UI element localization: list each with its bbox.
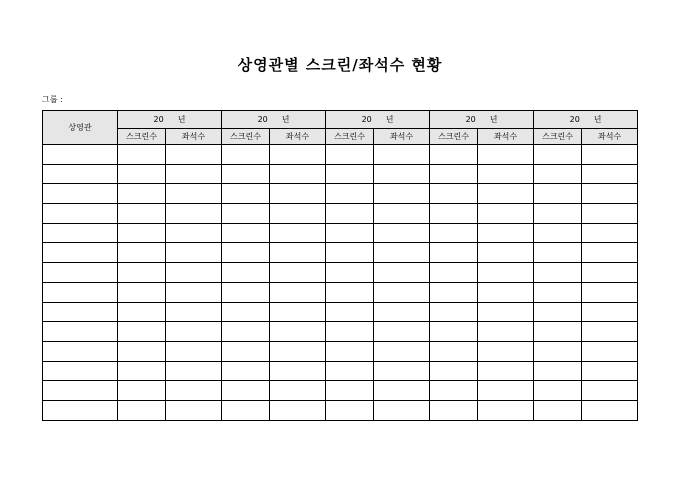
table-cell [326,204,374,224]
table-cell [326,282,374,302]
table-cell [430,145,478,165]
table-cell [43,243,118,263]
table-cell [582,243,638,263]
table-cell [430,204,478,224]
table-cell [118,184,166,204]
table-cell [374,204,430,224]
table-cell [166,243,222,263]
table-cell [43,381,118,401]
table-cell [270,243,326,263]
table-cell [118,204,166,224]
table-cell [478,223,534,243]
table-cell [118,361,166,381]
table-cell [534,322,582,342]
year-header: 20 년 [534,111,638,129]
table-cell [326,302,374,322]
table-row [43,361,638,381]
table-row [43,282,638,302]
table-row [43,145,638,165]
screens-header: 스크린수 [222,129,270,145]
table-cell [222,361,270,381]
table-cell [478,341,534,361]
table-cell [270,322,326,342]
table-row [43,302,638,322]
table-cell [430,243,478,263]
table-cell [222,164,270,184]
table-cell [166,204,222,224]
table-row [43,322,638,342]
table-cell [43,400,118,420]
seats-header: 좌석수 [478,129,534,145]
table-row [43,381,638,401]
table-cell [43,184,118,204]
table-cell [478,164,534,184]
table-cell [430,400,478,420]
table-cell [374,243,430,263]
screens-header: 스크린수 [326,129,374,145]
table-cell [270,164,326,184]
table-row [43,204,638,224]
table-cell [118,341,166,361]
table-cell [166,145,222,165]
table-cell [118,263,166,283]
table-cell [374,381,430,401]
table-cell [430,223,478,243]
table-cell [582,381,638,401]
table-row [43,243,638,263]
table-cell [478,184,534,204]
table-cell [430,381,478,401]
table-cell [534,223,582,243]
table-cell [166,223,222,243]
table-cell [326,145,374,165]
table-cell [430,341,478,361]
table-cell [478,302,534,322]
table-cell [270,263,326,283]
table-cell [582,164,638,184]
table-cell [478,145,534,165]
table-row [43,164,638,184]
table-cell [270,400,326,420]
seats-header: 좌석수 [374,129,430,145]
table-cell [582,400,638,420]
table-cell [430,184,478,204]
table-cell [534,302,582,322]
table-cell [582,145,638,165]
table-row [43,400,638,420]
table-cell [222,381,270,401]
table-cell [270,184,326,204]
table-cell [534,400,582,420]
year-header: 20 년 [326,111,430,129]
table-cell [222,341,270,361]
table-cell [582,302,638,322]
table-cell [582,322,638,342]
table-cell [43,322,118,342]
table-cell [534,381,582,401]
table-cell [166,341,222,361]
screens-header: 스크린수 [118,129,166,145]
table-cell [222,400,270,420]
table-cell [582,184,638,204]
table-cell [582,263,638,283]
table-row [43,263,638,283]
screens-header: 스크린수 [430,129,478,145]
table-cell [43,341,118,361]
table-cell [374,145,430,165]
table-cell [222,223,270,243]
group-label: 그룹 : [42,95,63,104]
table-cell [534,243,582,263]
table-cell [582,223,638,243]
table-cell [118,302,166,322]
table-row [43,223,638,243]
table-cell [582,361,638,381]
table-cell [478,263,534,283]
table-cell [582,282,638,302]
table-cell [582,341,638,361]
table-cell [534,164,582,184]
table-cell [43,302,118,322]
table-cell [166,184,222,204]
table-cell [430,302,478,322]
table-cell [326,184,374,204]
table-cell [430,322,478,342]
table-cell [478,282,534,302]
table-cell [118,381,166,401]
table-cell [43,282,118,302]
table-cell [43,204,118,224]
seats-header: 좌석수 [582,129,638,145]
table-cell [326,263,374,283]
table-cell [43,361,118,381]
table-cell [326,164,374,184]
table-cell [534,282,582,302]
table-cell [166,263,222,283]
table-cell [43,223,118,243]
table-cell [270,341,326,361]
table-body [43,145,638,421]
year-header: 20 년 [118,111,222,129]
year-header: 20 년 [430,111,534,129]
table-cell [374,263,430,283]
table-cell [326,223,374,243]
table-cell [222,263,270,283]
table-cell [43,145,118,165]
table-cell [166,400,222,420]
table-cell [166,381,222,401]
screen-seat-table [42,110,638,421]
table-cell [222,243,270,263]
table-cell [222,282,270,302]
table-cell [374,302,430,322]
table-cell [270,223,326,243]
screens-header: 스크린수 [534,129,582,145]
table-cell [374,282,430,302]
table-cell [118,145,166,165]
table-cell [118,400,166,420]
table-cell [326,341,374,361]
table-cell [478,361,534,381]
year-header: 20 년 [222,111,326,129]
table-cell [270,145,326,165]
table-cell [326,361,374,381]
theater-header: 상영관 [43,111,118,145]
table-cell [478,204,534,224]
table-cell [270,282,326,302]
table-cell [118,282,166,302]
table-cell [374,184,430,204]
seats-header: 좌석수 [270,129,326,145]
table-cell [326,400,374,420]
table-cell [478,322,534,342]
table-cell [374,341,430,361]
table-cell [222,184,270,204]
table-cell [534,184,582,204]
page-title: 상영관별 스크린/좌석수 현황 [237,56,443,74]
table-cell [222,145,270,165]
table-cell [534,341,582,361]
table-cell [166,282,222,302]
table-cell [166,322,222,342]
table-cell [270,361,326,381]
table-cell [43,164,118,184]
table-cell [534,204,582,224]
table-cell [118,164,166,184]
table-cell [430,164,478,184]
table-cell [534,263,582,283]
table-cell [478,243,534,263]
table-cell [270,302,326,322]
table-cell [222,322,270,342]
table-row [43,341,638,361]
table-cell [270,381,326,401]
table-cell [166,164,222,184]
table-cell [430,282,478,302]
table-cell [118,322,166,342]
table-cell [166,361,222,381]
table-cell [478,400,534,420]
table-cell [222,302,270,322]
table-cell [270,204,326,224]
table-cell [166,302,222,322]
table-cell [222,204,270,224]
table-cell [534,361,582,381]
table-cell [374,164,430,184]
table-cell [374,223,430,243]
table-row [43,184,638,204]
table-cell [374,400,430,420]
table-cell [374,361,430,381]
table-cell [326,243,374,263]
table-cell [534,145,582,165]
table-cell [118,243,166,263]
table-cell [326,322,374,342]
table-cell [326,381,374,401]
table-cell [374,322,430,342]
table-cell [478,381,534,401]
table-cell [582,204,638,224]
table-cell [43,263,118,283]
table-cell [430,263,478,283]
table-cell [430,361,478,381]
seats-header: 좌석수 [166,129,222,145]
table-cell [118,223,166,243]
